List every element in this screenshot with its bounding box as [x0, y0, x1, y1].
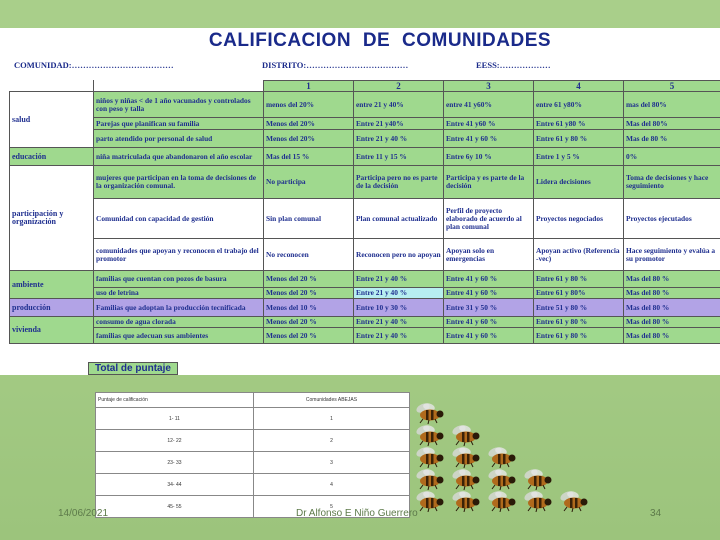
legend-row	[96, 452, 410, 474]
legend-level: 2	[253, 430, 409, 452]
bee-icon	[523, 490, 553, 512]
indicator-cell: Parejas que planifican su familia	[94, 118, 264, 130]
table-header-row	[10, 81, 720, 92]
table-row	[10, 299, 720, 317]
value-cell: Entre 11 y 15 %	[354, 148, 444, 166]
table-row	[10, 199, 720, 239]
value-cell: Mas del 80 %	[624, 317, 720, 328]
legend-level: 1	[253, 408, 409, 430]
value-cell: Proyectos ejecutados	[624, 199, 720, 239]
header-level-3: 3	[444, 81, 534, 92]
value-cell: Sin plan comunal	[264, 199, 354, 239]
value-cell: Menos del 20 %	[264, 271, 354, 288]
bee-icon	[415, 490, 445, 512]
value-cell: entre 61 y80%	[534, 92, 624, 118]
value-cell: Apoyan solo en emergencias	[444, 239, 534, 271]
footer-page-number: 34	[650, 508, 662, 519]
value-cell: Entre 1 y 5 %	[534, 148, 624, 166]
bee-icon	[487, 490, 517, 512]
page-title: CALIFICACION DE COMUNIDADES	[208, 30, 552, 51]
bee-icon	[451, 468, 481, 490]
value-cell: Participa y es parte de la decisión	[444, 166, 534, 199]
header-level-2: 2	[354, 81, 444, 92]
category-educacion: educación	[10, 148, 94, 166]
indicator-cell: familias que adecuan sus ambientes	[94, 328, 264, 344]
legend-row	[96, 430, 410, 452]
bee-icon	[559, 490, 589, 512]
legend-header-row	[96, 393, 410, 408]
value-cell: No participa	[264, 166, 354, 199]
legend-range: 45- 55	[96, 496, 254, 518]
score-legend-table	[95, 392, 410, 518]
value-cell: Menos del 20 %	[264, 288, 354, 299]
legend-range: 1- 11	[96, 408, 254, 430]
value-cell: Reconocen pero no apoyan	[354, 239, 444, 271]
table-row	[10, 271, 720, 288]
value-cell: Mas del 15 %	[264, 148, 354, 166]
value-cell: Toma de decisiones y hace seguimiento	[624, 166, 720, 199]
value-cell: No reconocen	[264, 239, 354, 271]
value-cell: 0%	[624, 148, 720, 166]
legend-header-bees: Comunidades ABEJAS	[253, 393, 409, 408]
value-cell: Entre 61 y 80%	[534, 288, 624, 299]
table-row	[10, 288, 720, 299]
table-row	[10, 148, 720, 166]
value-cell: Entre 21 y40%	[354, 118, 444, 130]
value-cell: entre 41 y60%	[444, 92, 534, 118]
value-cell: Lidera decisiones	[534, 166, 624, 199]
legend-range: 34- 44	[96, 474, 254, 496]
bee-icon	[415, 424, 445, 446]
value-cell: mas del 80%	[624, 92, 720, 118]
value-cell: Entre 21 y 40 %	[354, 130, 444, 148]
legend-header-score: Puntaje de calificación	[96, 393, 254, 408]
value-cell: menos del 20%	[264, 92, 354, 118]
table-row	[10, 92, 720, 118]
header-level-1: 1	[264, 81, 354, 92]
value-cell: Entre 41 y 60 %	[444, 317, 534, 328]
bee-icon	[415, 468, 445, 490]
legend-row	[96, 408, 410, 430]
value-cell: Entre 61 y 80 %	[534, 328, 624, 344]
indicator-cell: consumo de agua clorada	[94, 317, 264, 328]
value-cell: Mas del 80 %	[624, 271, 720, 288]
bee-icon	[487, 468, 517, 490]
value-cell: Menos del 20 %	[264, 328, 354, 344]
legend-row	[96, 474, 410, 496]
value-cell: Participa pero no es parte de la decisión	[354, 166, 444, 199]
bee-icon	[451, 490, 481, 512]
value-cell: Entre 41 y60 %	[444, 118, 534, 130]
value-cell: Menos del 10 %	[264, 299, 354, 317]
bee-icon	[451, 424, 481, 446]
value-cell: Menos del 20%	[264, 118, 354, 130]
value-cell: Entre 6y 10 %	[444, 148, 534, 166]
comunidad-field: COMUNIDAD:………………………………	[14, 60, 174, 70]
value-cell: Menos del 20 %	[264, 317, 354, 328]
value-cell: Entre 21 y 40 %	[354, 328, 444, 344]
indicator-cell: comunidades que apoyan y reconocen el trabajo del promotor	[94, 239, 264, 271]
indicator-cell: parto atendido por personal de salud	[94, 130, 264, 148]
legend-range: 12- 22	[96, 430, 254, 452]
table-row	[10, 239, 720, 271]
legend-level: 3	[253, 452, 409, 474]
value-cell: Entre 61 y 80 %	[534, 130, 624, 148]
bee-icon	[415, 446, 445, 468]
value-cell: Entre 41 y 60 %	[444, 130, 534, 148]
table-row	[10, 118, 720, 130]
total-score-label: Total de puntaje	[88, 362, 178, 375]
table-row	[10, 166, 720, 199]
value-cell: Mas del 80 %	[624, 288, 720, 299]
category-ambiente: ambiente	[10, 271, 94, 299]
category-vivienda: vivienda	[10, 317, 94, 344]
indicator-cell: Comunidad con capacidad de gestión	[94, 199, 264, 239]
value-cell: Entre 41 y 60 %	[444, 288, 534, 299]
header-level-5: 5	[624, 81, 720, 92]
value-cell: Entre 21 y 40 %	[354, 288, 444, 299]
legend-level: 4	[253, 474, 409, 496]
rating-table	[9, 80, 720, 344]
value-cell: Menos del 20%	[264, 130, 354, 148]
indicator-cell: uso de letrina	[94, 288, 264, 299]
value-cell: Mas del 80%	[624, 118, 720, 130]
value-cell: Proyectos negociados	[534, 199, 624, 239]
distrito-field: DISTRITO:………………………………	[262, 60, 409, 70]
legend-level: 5	[253, 496, 409, 518]
indicator-cell: niños y niñas < de 1 año vacunados y controlados con peso y talla	[94, 92, 264, 118]
bee-icon	[415, 402, 445, 424]
value-cell: Entre 31 y 50 %	[444, 299, 534, 317]
category-participacion: participación y organización	[10, 166, 94, 271]
category-produccion: producción	[10, 299, 94, 317]
value-cell: Entre 61 y 80 %	[534, 317, 624, 328]
indicator-cell: Familias que adoptan la producción tecnificada	[94, 299, 264, 317]
eess-field: EESS:………………	[476, 60, 551, 70]
bee-icon	[451, 446, 481, 468]
footer-date: 14/06/2021	[58, 508, 109, 519]
value-cell: Entre 10 y 30 %	[354, 299, 444, 317]
bee-icon	[523, 468, 553, 490]
indicator-cell: mujeres que participan en la toma de decisiones de la organización comunal.	[94, 166, 264, 199]
header-blank	[10, 81, 94, 92]
legend-range: 23- 33	[96, 452, 254, 474]
value-cell: Entre 61 y 80 %	[534, 271, 624, 288]
value-cell: Mas de 80 %	[624, 130, 720, 148]
value-cell: Entre 41 y 60 %	[444, 328, 534, 344]
header-level-4: 4	[534, 81, 624, 92]
table-row	[10, 317, 720, 328]
value-cell: Mas del 80 %	[624, 299, 720, 317]
indicator-cell: niña matriculada que abandonaron el año escolar	[94, 148, 264, 166]
value-cell: Entre 21 y 40 %	[354, 317, 444, 328]
value-cell: Entre 51 y 80 %	[534, 299, 624, 317]
value-cell: Mas del 80 %	[624, 328, 720, 344]
footer-author: Dr Alfonso E Niño Guerrero	[296, 508, 418, 519]
bee-icon	[487, 446, 517, 468]
table-row	[10, 328, 720, 344]
value-cell: Hace seguimiento y evalúa a su promotor	[624, 239, 720, 271]
category-salud: salud	[10, 92, 94, 148]
value-cell: Apoyan activo (Referencia -vec)	[534, 239, 624, 271]
value-cell: Perfil de proyecto elaborado de acuerdo al plan comunal	[444, 199, 534, 239]
indicator-cell: familias que cuentan con pozos de basura	[94, 271, 264, 288]
value-cell: Plan comunal actualizado	[354, 199, 444, 239]
table-row	[10, 130, 720, 148]
value-cell: Entre 21 y 40 %	[354, 271, 444, 288]
value-cell: Entre 41 y 60 %	[444, 271, 534, 288]
header-blank	[94, 81, 264, 92]
value-cell: entre 21 y 40%	[354, 92, 444, 118]
value-cell: Entre 61 y80 %	[534, 118, 624, 130]
